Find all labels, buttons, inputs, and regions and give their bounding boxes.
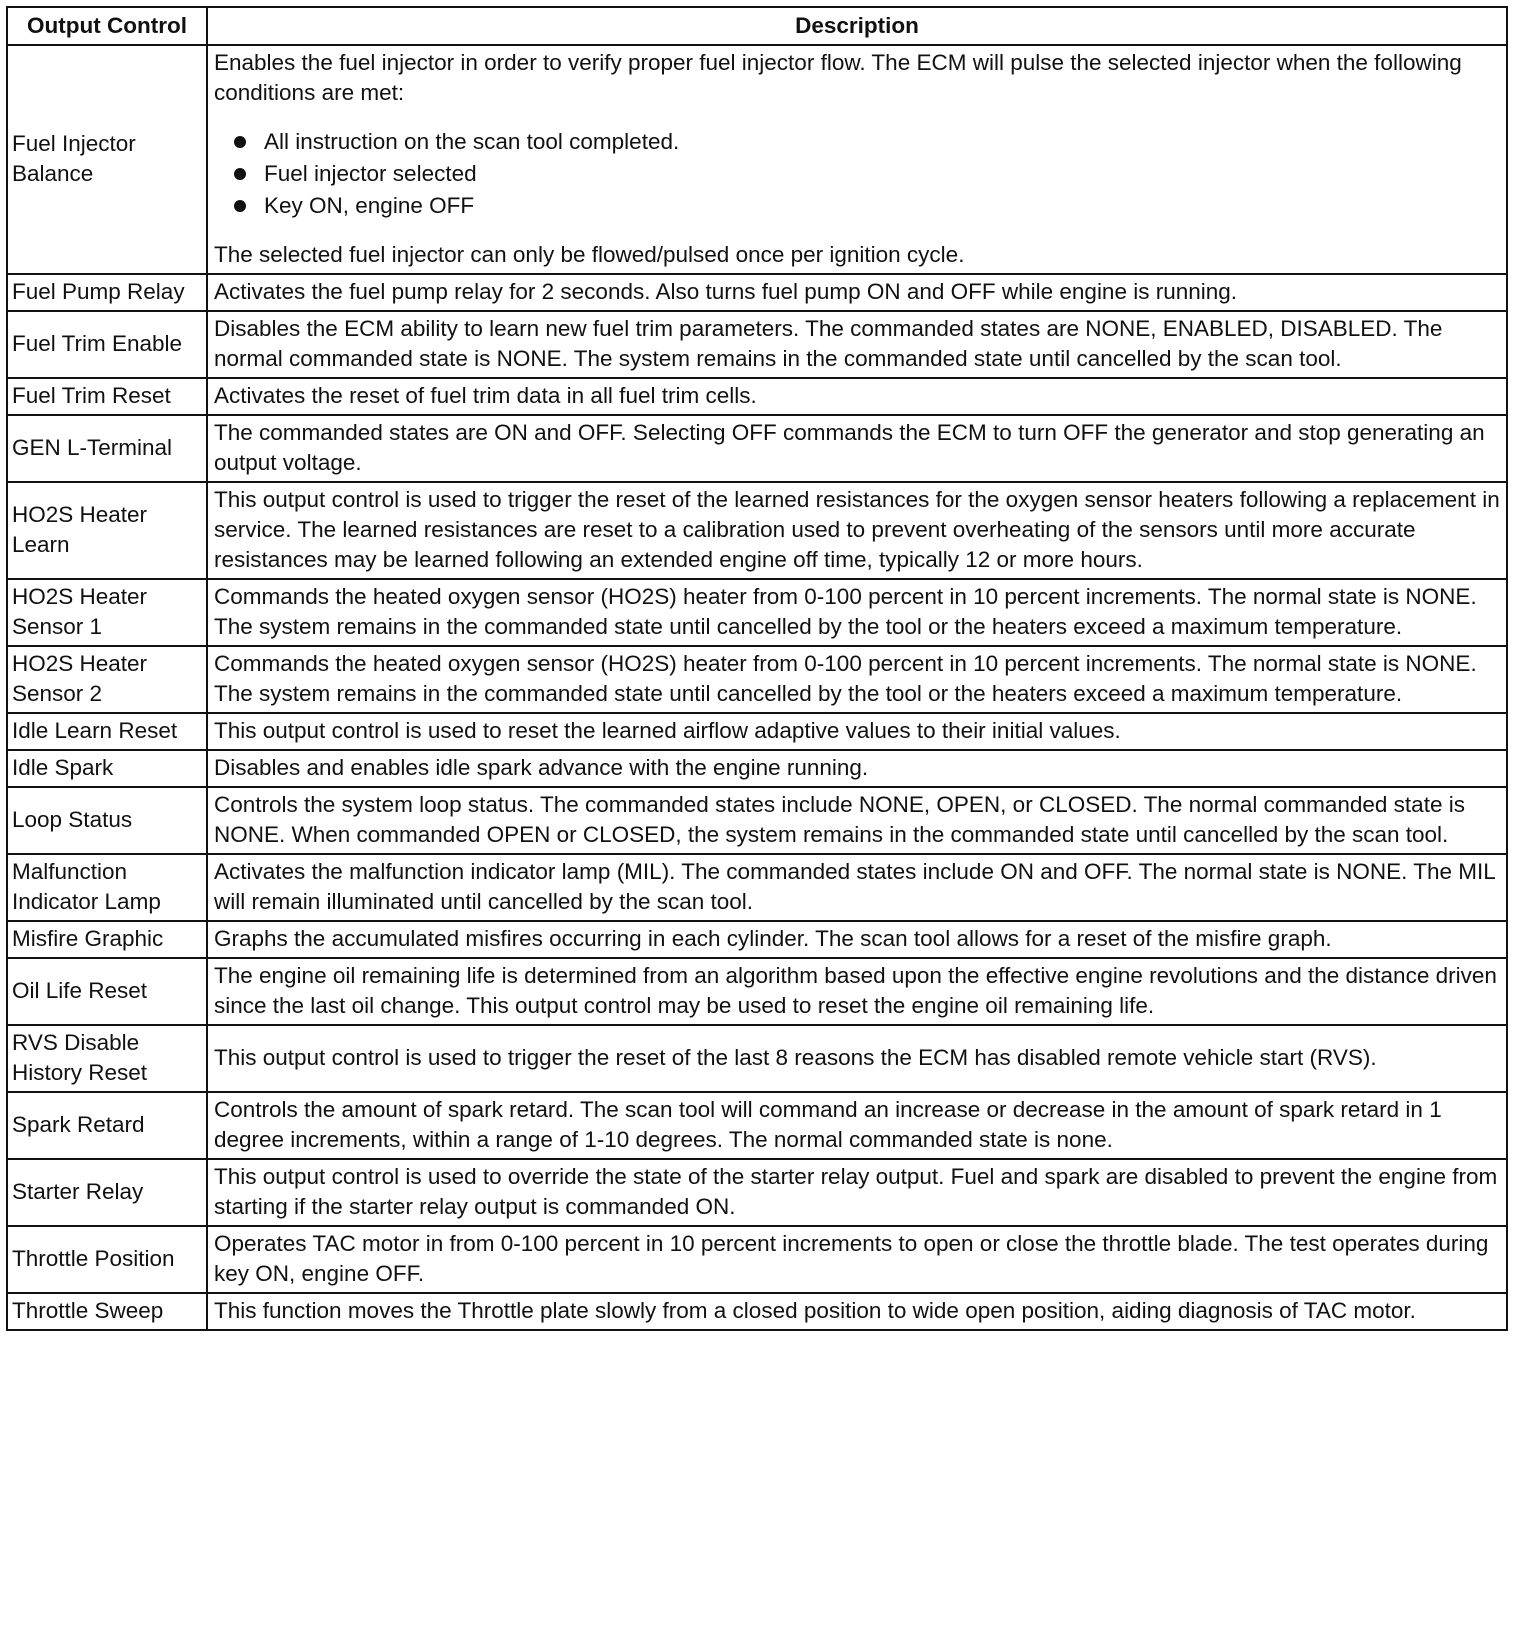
output-control-name: RVS Disable History Reset <box>7 1025 207 1092</box>
output-control-name: HO2S Heater Sensor 2 <box>7 646 207 713</box>
table-row <box>7 854 1507 921</box>
condition-text: Fuel injector selected <box>264 161 477 186</box>
table-row <box>7 482 1507 579</box>
output-control-name: Throttle Sweep <box>7 1293 207 1330</box>
table-row <box>7 1226 1507 1293</box>
table-row <box>7 787 1507 854</box>
condition-list-item <box>232 190 1500 222</box>
table-row <box>7 45 1507 274</box>
table-row <box>7 1025 1507 1092</box>
output-control-name: Oil Life Reset <box>7 958 207 1025</box>
output-control-name: GEN L-Terminal <box>7 415 207 482</box>
output-control-name: Fuel Trim Reset <box>7 378 207 415</box>
output-control-description: The commanded states are ON and OFF. Selecting OFF commands the ECM to turn OFF the generator and stop generating an output voltage. <box>207 415 1507 482</box>
condition-list <box>214 126 1500 222</box>
output-control-name: Fuel Injector Balance <box>7 45 207 274</box>
output-control-name: Throttle Position <box>7 1226 207 1293</box>
bullet-icon <box>234 136 246 148</box>
output-control-description: This output control is used to reset the learned airflow adaptive values to their initial values. <box>207 713 1507 750</box>
output-control-description: Activates the malfunction indicator lamp (MIL). The commanded states include ON and OFF. The normal state is NONE. The MIL will remain illuminated until cancelled by the scan tool. <box>207 854 1507 921</box>
table-row <box>7 274 1507 311</box>
header-description: Description <box>207 7 1507 45</box>
table-row <box>7 921 1507 958</box>
condition-list-item <box>232 126 1500 158</box>
table-row <box>7 1092 1507 1159</box>
output-control-description: Graphs the accumulated misfires occurring in each cylinder. The scan tool allows for a reset of the misfire graph. <box>207 921 1507 958</box>
output-control-description: This output control is used to trigger the reset of the learned resistances for the oxygen sensor heaters following a replacement in service. The learned resistances are reset to a calibration used to prevent overheating of the sensors until more accurate resistances may be learned following an extended engine off time, typically 12 or more hours. <box>207 482 1507 579</box>
table-row <box>7 1293 1507 1330</box>
output-control-name: Fuel Trim Enable <box>7 311 207 378</box>
table-row <box>7 713 1507 750</box>
table-row <box>7 750 1507 787</box>
output-control-description: This output control is used to override the state of the starter relay output. Fuel and spark are disabled to prevent the engine from starting if the starter relay output is commanded ON. <box>207 1159 1507 1226</box>
description-lead: Enables the fuel injector in order to verify proper fuel injector flow. The ECM will pulse the selected injector when the following conditions are met: <box>214 50 1462 105</box>
output-control-name: HO2S Heater Learn <box>7 482 207 579</box>
output-control-name: Malfunction Indicator Lamp <box>7 854 207 921</box>
output-control-name: Spark Retard <box>7 1092 207 1159</box>
table-row <box>7 311 1507 378</box>
condition-text: Key ON, engine OFF <box>264 193 475 218</box>
output-control-description: Controls the system loop status. The commanded states include NONE, OPEN, or CLOSED. The normal commanded state is NONE. When commanded OPEN or CLOSED, the system remains in the commanded state until cancelled by the scan tool. <box>207 787 1507 854</box>
output-control-description: Commands the heated oxygen sensor (HO2S) heater from 0-100 percent in 10 percent increments. The normal state is NONE. The system remains in the commanded state until cancelled by the tool or the heaters exceed a maximum temperature. <box>207 646 1507 713</box>
table-row <box>7 579 1507 646</box>
header-row <box>7 7 1507 45</box>
output-control-name: HO2S Heater Sensor 1 <box>7 579 207 646</box>
table-row <box>7 415 1507 482</box>
table-row <box>7 646 1507 713</box>
output-control-description: The engine oil remaining life is determined from an algorithm based upon the effective engine revolutions and the distance driven since the last oil change. This output control may be used to reset the engine oil remaining life. <box>207 958 1507 1025</box>
condition-list-item <box>232 158 1500 190</box>
output-control-name: Fuel Pump Relay <box>7 274 207 311</box>
output-control-name: Idle Spark <box>7 750 207 787</box>
document <box>6 6 1508 1331</box>
output-control-name: Misfire Graphic <box>7 921 207 958</box>
output-control-description: This output control is used to trigger the reset of the last 8 reasons the ECM has disabled remote vehicle start (RVS). <box>207 1025 1507 1092</box>
output-control-description: This function moves the Throttle plate slowly from a closed position to wide open position, aiding diagnosis of TAC motor. <box>207 1293 1507 1330</box>
table-row <box>7 1159 1507 1226</box>
output-control-description: Operates TAC motor in from 0-100 percent in 10 percent increments to open or close the throttle blade. The test operates during key ON, engine OFF. <box>207 1226 1507 1293</box>
output-control-description: Disables and enables idle spark advance with the engine running. <box>207 750 1507 787</box>
table-row <box>7 378 1507 415</box>
output-control-description: Commands the heated oxygen sensor (HO2S) heater from 0-100 percent in 10 percent increments. The normal state is NONE. The system remains in the commanded state until cancelled by the tool or the heaters exceed a maximum temperature. <box>207 579 1507 646</box>
output-control-table <box>6 6 1508 1331</box>
output-control-description: Activates the fuel pump relay for 2 seconds. Also turns fuel pump ON and OFF while engine is running. <box>207 274 1507 311</box>
condition-text: All instruction on the scan tool completed. <box>264 129 680 154</box>
bullet-icon <box>234 168 246 180</box>
table-row <box>7 958 1507 1025</box>
header-output-control: Output Control <box>7 7 207 45</box>
output-control-name: Loop Status <box>7 787 207 854</box>
output-control-description: Controls the amount of spark retard. The scan tool will command an increase or decrease in the amount of spark retard in 1 degree increments, within a range of 1-10 degrees. The normal commanded state is none. <box>207 1092 1507 1159</box>
description-tail: The selected fuel injector can only be flowed/pulsed once per ignition cycle. <box>214 242 965 267</box>
bullet-icon <box>234 200 246 212</box>
output-control-description: Disables the ECM ability to learn new fuel trim parameters. The commanded states are NONE, ENABLED, DISABLED. The normal commanded state is NONE. The system remains in the commanded state until cancelled by the scan tool. <box>207 311 1507 378</box>
output-control-description <box>207 45 1507 274</box>
output-control-name: Idle Learn Reset <box>7 713 207 750</box>
output-control-name: Starter Relay <box>7 1159 207 1226</box>
output-control-description: Activates the reset of fuel trim data in all fuel trim cells. <box>207 378 1507 415</box>
